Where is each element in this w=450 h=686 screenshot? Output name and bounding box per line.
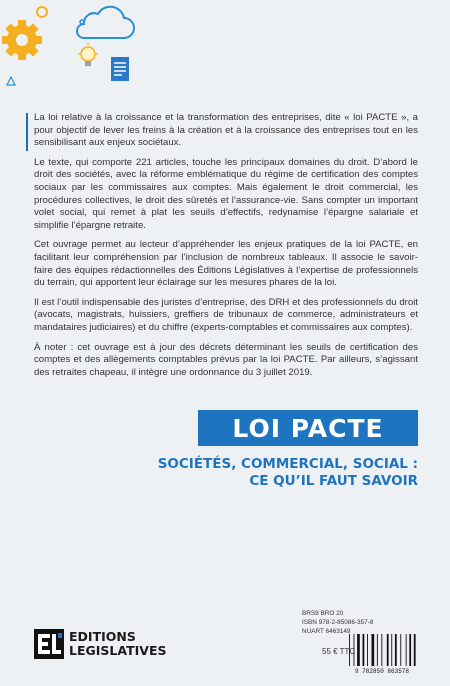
paragraph-readership: Il est l’outil indispensable des juristes d’entreprise, des DRH et des professionnels du droit (avocats, magistrats, huissiers, greffiers de tribunaux de commerce, administrateurs et mandataires judiciaires) et du chiffre (experts-comptables et commissaires aux comptes). <box>34 296 418 333</box>
product-code: BRS9 BRO 20 <box>302 610 344 617</box>
catalog-codes <box>302 609 392 636</box>
publisher-logo <box>34 629 166 659</box>
publisher-mark-icon <box>34 629 64 659</box>
paragraph-note: À noter : cet ouvrage est à jour des décrets déterminant les seuils de certification des comptes et des allègements comptables prévus par la loi PACTE. Par ailleurs, s’agissant des retraites chapeau, il intègre une ordonnance du 3 juillet 2019. <box>34 341 418 378</box>
barcode <box>346 633 418 675</box>
barcode-number: 9 782850 863578 <box>354 668 410 675</box>
paragraph-text: Le texte, qui comporte 221 articles, touche les principaux domaines du droit. D’abord le droit des sociétés, avec la réforme emblématique du régime de certification des comptes sociaux par les commissaires aux comptes. Mais également le droit commercial, les procédures collectives, le droit des sûretés et l’assurance-vie. Sans compter un important volet social, qui remet à plat les seuils d’effectifs, redynamise l’épargne salariale et simplifie l’épargne retraite. <box>34 156 418 231</box>
gear-icon <box>0 0 56 70</box>
document-icon <box>110 56 130 82</box>
intro-paragraph: La loi relative à la croissance et la transformation des entreprises, dite « loi PACTE », a pour objectif de lever les freins à la création et à la croissance des entreprises tout en les sensibilisant aux enjeux sociétaux. <box>34 112 418 150</box>
nuart-code: NUART 6463149 <box>302 628 351 635</box>
isbn: ISBN 978-2-85086-357-8 <box>302 619 374 626</box>
lightbulb-icon <box>76 42 100 72</box>
back-cover-text <box>34 112 418 386</box>
publisher-name-line1: EDITIONS <box>69 629 136 644</box>
small-triangle-icon <box>6 76 16 86</box>
book-title: LOI PACTE <box>232 413 384 443</box>
cloud-icon <box>70 4 140 44</box>
paragraph-audience-practice: Cet ouvrage permet au lecteur d’appréhender les enjeux pratiques de la loi PACTE, en facilitant leur compréhension par l’inclusion de nombreux tableaux. Il associe le savoir-faire des équipes rédactionnelles des Éditions Législatives à l’expertise de professionnels du terrain, qui apportent leur éclairage sur les mesures phares de la loi. <box>34 239 418 289</box>
intro-rule <box>26 113 28 151</box>
publisher-name-line2: LEGISLATIVES <box>69 643 167 658</box>
subtitle-line: SOCIÉTÉS, COMMERCIAL, SOCIAL : <box>157 456 418 472</box>
subtitle-line: CE QU’IL FAUT SAVOIR <box>249 473 418 489</box>
price: 55 € TTC <box>322 647 356 656</box>
title-banner <box>198 410 418 446</box>
book-subtitle <box>120 456 418 490</box>
